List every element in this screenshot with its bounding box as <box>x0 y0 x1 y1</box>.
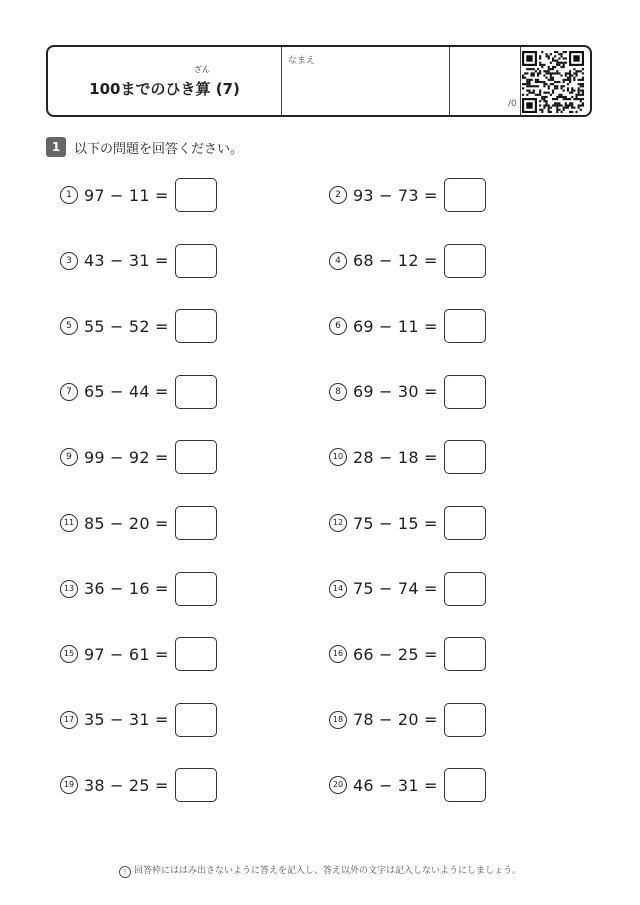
problem-expression: 28 − 18 = <box>353 447 438 467</box>
problem-item <box>60 309 217 343</box>
problem-expression: 68 − 12 = <box>353 251 438 271</box>
problem-expression: 66 − 25 = <box>353 644 438 664</box>
problem-item <box>329 572 486 606</box>
answer-box[interactable] <box>444 178 486 212</box>
problem-number: 10 <box>329 448 347 466</box>
problem-number: 12 <box>329 514 347 532</box>
problem-number: 15 <box>60 645 78 663</box>
answer-box[interactable] <box>444 375 486 409</box>
problem-expression: 99 − 92 = <box>84 447 169 467</box>
problem-number: 9 <box>60 448 78 466</box>
problem-expression: 75 − 74 = <box>353 579 438 599</box>
answer-box[interactable] <box>175 572 217 606</box>
problem-expression: 78 − 20 = <box>353 710 438 730</box>
answer-box[interactable] <box>444 572 486 606</box>
problem-item <box>60 637 217 671</box>
divider <box>449 47 450 115</box>
problem-item <box>60 703 217 737</box>
problem-expression: 97 − 61 = <box>84 644 169 664</box>
problem-item <box>329 440 486 474</box>
info-icon: ! <box>119 866 131 878</box>
problem-item <box>60 440 217 474</box>
problem-item <box>329 375 486 409</box>
answer-box[interactable] <box>175 309 217 343</box>
problem-expression: 93 − 73 = <box>353 185 438 205</box>
section-instruction: 以下の問題を回答ください。 <box>74 142 244 157</box>
answer-box[interactable] <box>444 637 486 671</box>
problem-number: 14 <box>329 580 347 598</box>
answer-box[interactable] <box>175 703 217 737</box>
footer-note-text: 回答枠にははみ出さないように答えを記入し、答え以外の文字は記入しないようにしましょう。 <box>133 866 521 876</box>
answer-box[interactable] <box>444 244 486 278</box>
problem-expression: 38 − 25 = <box>84 775 169 795</box>
problem-number: 18 <box>329 711 347 729</box>
problem-item <box>60 506 217 540</box>
score-label: /0 <box>508 99 517 109</box>
problem-number: 7 <box>60 383 78 401</box>
problem-expression: 43 − 31 = <box>84 251 169 271</box>
problem-item <box>329 506 486 540</box>
problem-expression: 75 − 15 = <box>353 513 438 533</box>
problem-number: 20 <box>329 776 347 794</box>
problem-item <box>60 768 217 802</box>
divider <box>281 47 282 115</box>
problem-number: 17 <box>60 711 78 729</box>
answer-box[interactable] <box>444 440 486 474</box>
problem-number: 19 <box>60 776 78 794</box>
title-area <box>48 47 281 115</box>
answer-box[interactable] <box>175 244 217 278</box>
problem-item <box>329 768 486 802</box>
problem-item <box>329 703 486 737</box>
problem-number: 3 <box>60 252 78 270</box>
divider <box>520 47 521 115</box>
problem-expression: 55 − 52 = <box>84 316 169 336</box>
worksheet-header <box>46 45 592 117</box>
qr-code <box>522 51 584 113</box>
footer-note <box>0 863 640 878</box>
answer-box[interactable] <box>444 309 486 343</box>
problem-number: 1 <box>60 186 78 204</box>
problem-item <box>329 309 486 343</box>
problem-expression: 97 − 11 = <box>84 185 169 205</box>
answer-box[interactable] <box>175 768 217 802</box>
problem-expression: 46 − 31 = <box>353 775 438 795</box>
problem-expression: 65 − 44 = <box>84 382 169 402</box>
problem-expression: 69 − 30 = <box>353 382 438 402</box>
answer-box[interactable] <box>175 375 217 409</box>
answer-box[interactable] <box>444 703 486 737</box>
problem-item <box>60 572 217 606</box>
problem-expression: 85 − 20 = <box>84 513 169 533</box>
problem-number: 6 <box>329 317 347 335</box>
answer-box[interactable] <box>444 768 486 802</box>
problem-item <box>329 637 486 671</box>
problem-number: 4 <box>329 252 347 270</box>
answer-box[interactable] <box>175 637 217 671</box>
name-label: なまえ <box>288 56 316 66</box>
problem-item <box>60 178 217 212</box>
problem-item <box>60 375 217 409</box>
page-title: 100までのひき算 (7) <box>89 80 240 98</box>
problem-expression: 36 − 16 = <box>84 579 169 599</box>
problem-item <box>329 244 486 278</box>
problem-number: 5 <box>60 317 78 335</box>
answer-box[interactable] <box>175 440 217 474</box>
title-furigana: ざん <box>194 65 210 74</box>
problem-number: 16 <box>329 645 347 663</box>
problem-item <box>60 244 217 278</box>
problem-number: 8 <box>329 383 347 401</box>
answer-box[interactable] <box>444 506 486 540</box>
answer-box[interactable] <box>175 506 217 540</box>
answer-box[interactable] <box>175 178 217 212</box>
problem-item <box>329 178 486 212</box>
section-number-badge: 1 <box>46 137 66 157</box>
problem-number: 11 <box>60 514 78 532</box>
problem-number: 13 <box>60 580 78 598</box>
problem-expression: 69 − 11 = <box>353 316 438 336</box>
problem-number: 2 <box>329 186 347 204</box>
problem-expression: 35 − 31 = <box>84 710 169 730</box>
